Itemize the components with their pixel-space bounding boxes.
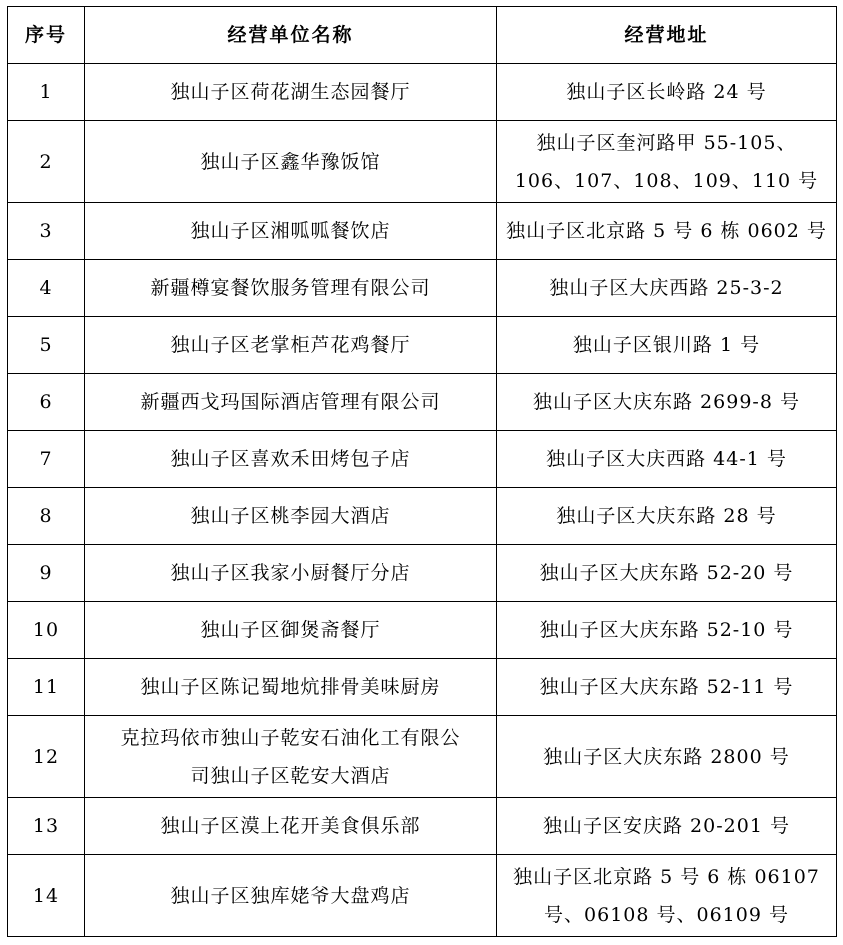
- cell-address-line: 独山子区大庆东路 52-10 号: [539, 619, 794, 641]
- cell-address: [497, 855, 837, 937]
- cell-name-line: 独山子区桃李园大酒店: [190, 505, 391, 527]
- cell-name-line: 独山子区陈记蜀地炕排骨美味厨房: [140, 676, 441, 698]
- cell-name: [85, 431, 497, 488]
- cell-name: [85, 716, 497, 798]
- cell-name: [85, 260, 497, 317]
- cell-address-line: 独山子区银川路 1 号: [572, 334, 761, 356]
- cell-name-line: 独山子区漠上花开美食俱乐部: [160, 815, 421, 837]
- cell-name-line: 独山子区湘呱呱餐饮店: [190, 220, 391, 242]
- table-row: [8, 488, 837, 545]
- cell-seq: 4: [8, 260, 85, 317]
- cell-address: [497, 260, 837, 317]
- cell-address: [497, 121, 837, 203]
- cell-name: [85, 798, 497, 855]
- header-address: 经营地址: [497, 7, 837, 64]
- table-row: [8, 121, 837, 203]
- cell-seq: 3: [8, 203, 85, 260]
- cell-address: [497, 716, 837, 798]
- cell-address: [497, 545, 837, 602]
- cell-seq: 7: [8, 431, 85, 488]
- cell-address: [497, 203, 837, 260]
- table-row: [8, 260, 837, 317]
- table-row: [8, 203, 837, 260]
- table-row: [8, 431, 837, 488]
- cell-address-line: 独山子区奎河路甲 55-105、: [536, 131, 797, 154]
- cell-address-line: 独山子区长岭路 24 号: [566, 81, 767, 103]
- cell-address: [497, 64, 837, 121]
- cell-address-line: 独山子区大庆东路 2800 号: [543, 745, 790, 768]
- cell-address: [497, 374, 837, 431]
- cell-seq: 13: [8, 798, 85, 855]
- cell-address-line: 独山子区大庆东路 2699-8 号: [533, 391, 800, 413]
- cell-address-line: 独山子区大庆东路 52-11 号: [539, 676, 794, 698]
- cell-name: [85, 602, 497, 659]
- cell-name: [85, 659, 497, 716]
- cell-seq: 6: [8, 374, 85, 431]
- header-name: 经营单位名称: [85, 7, 497, 64]
- cell-name: [85, 374, 497, 431]
- cell-name-line: 司独山子区乾安大酒店: [190, 764, 391, 787]
- cell-address-line: 独山子区大庆东路 52-20 号: [539, 562, 794, 584]
- cell-name-line: 独山子区我家小厨餐厅分店: [170, 562, 411, 584]
- cell-name-line: 新疆樽宴餐饮服务管理有限公司: [150, 277, 431, 299]
- cell-address-line: 独山子区安庆路 20-201 号: [543, 815, 790, 837]
- cell-address-line: 独山子区北京路 5 号 6 栋 0602 号: [506, 220, 827, 242]
- cell-name: [85, 121, 497, 203]
- cell-name: [85, 488, 497, 545]
- table-row: [8, 64, 837, 121]
- cell-address: [497, 602, 837, 659]
- cell-name-line: 独山子区独库姥爷大盘鸡店: [170, 884, 411, 907]
- cell-address: [497, 488, 837, 545]
- cell-address-line: 号、06108 号、06109 号: [544, 903, 789, 926]
- cell-address-line: 独山子区大庆东路 28 号: [556, 505, 777, 527]
- cell-address-line: 独山子区北京路 5 号 6 栋 06107: [513, 865, 820, 888]
- cell-name-line: 独山子区鑫华豫饭馆: [200, 150, 381, 173]
- cell-name: [85, 545, 497, 602]
- cell-seq: 12: [8, 716, 85, 798]
- cell-name-line: 克拉玛依市独山子乾安石油化工有限公: [120, 726, 461, 749]
- cell-name-line: 独山子区老掌柜芦花鸡餐厅: [170, 334, 411, 356]
- cell-name: [85, 64, 497, 121]
- cell-seq: 10: [8, 602, 85, 659]
- cell-seq: 14: [8, 855, 85, 937]
- table-row: [8, 659, 837, 716]
- header-seq: 序号: [8, 7, 85, 64]
- cell-name-line: 新疆西戈玛国际酒店管理有限公司: [140, 391, 441, 413]
- cell-seq: 1: [8, 64, 85, 121]
- table-row: [8, 602, 837, 659]
- business-table: [7, 6, 837, 937]
- cell-address-line: 独山子区大庆西路 44-1 号: [546, 448, 787, 470]
- cell-name-line: 独山子区喜欢禾田烤包子店: [170, 448, 411, 470]
- table-row: [8, 855, 837, 937]
- cell-name: [85, 317, 497, 374]
- cell-address-line: 106、107、108、109、110 号: [514, 169, 819, 192]
- cell-address-line: 独山子区大庆西路 25-3-2: [549, 277, 784, 299]
- cell-name: [85, 203, 497, 260]
- cell-address: [497, 798, 837, 855]
- cell-name: [85, 855, 497, 937]
- cell-seq: 11: [8, 659, 85, 716]
- table-row: [8, 374, 837, 431]
- table-row: [8, 798, 837, 855]
- cell-name-line: 独山子区荷花湖生态园餐厅: [170, 81, 411, 103]
- table-row: [8, 716, 837, 798]
- cell-address: [497, 431, 837, 488]
- cell-seq: 9: [8, 545, 85, 602]
- header-row: [8, 7, 837, 64]
- cell-seq: 2: [8, 121, 85, 203]
- cell-address: [497, 317, 837, 374]
- cell-address: [497, 659, 837, 716]
- cell-seq: 8: [8, 488, 85, 545]
- table-row: [8, 545, 837, 602]
- table-row: [8, 317, 837, 374]
- cell-name-line: 独山子区御煲斋餐厅: [200, 619, 381, 641]
- cell-seq: 5: [8, 317, 85, 374]
